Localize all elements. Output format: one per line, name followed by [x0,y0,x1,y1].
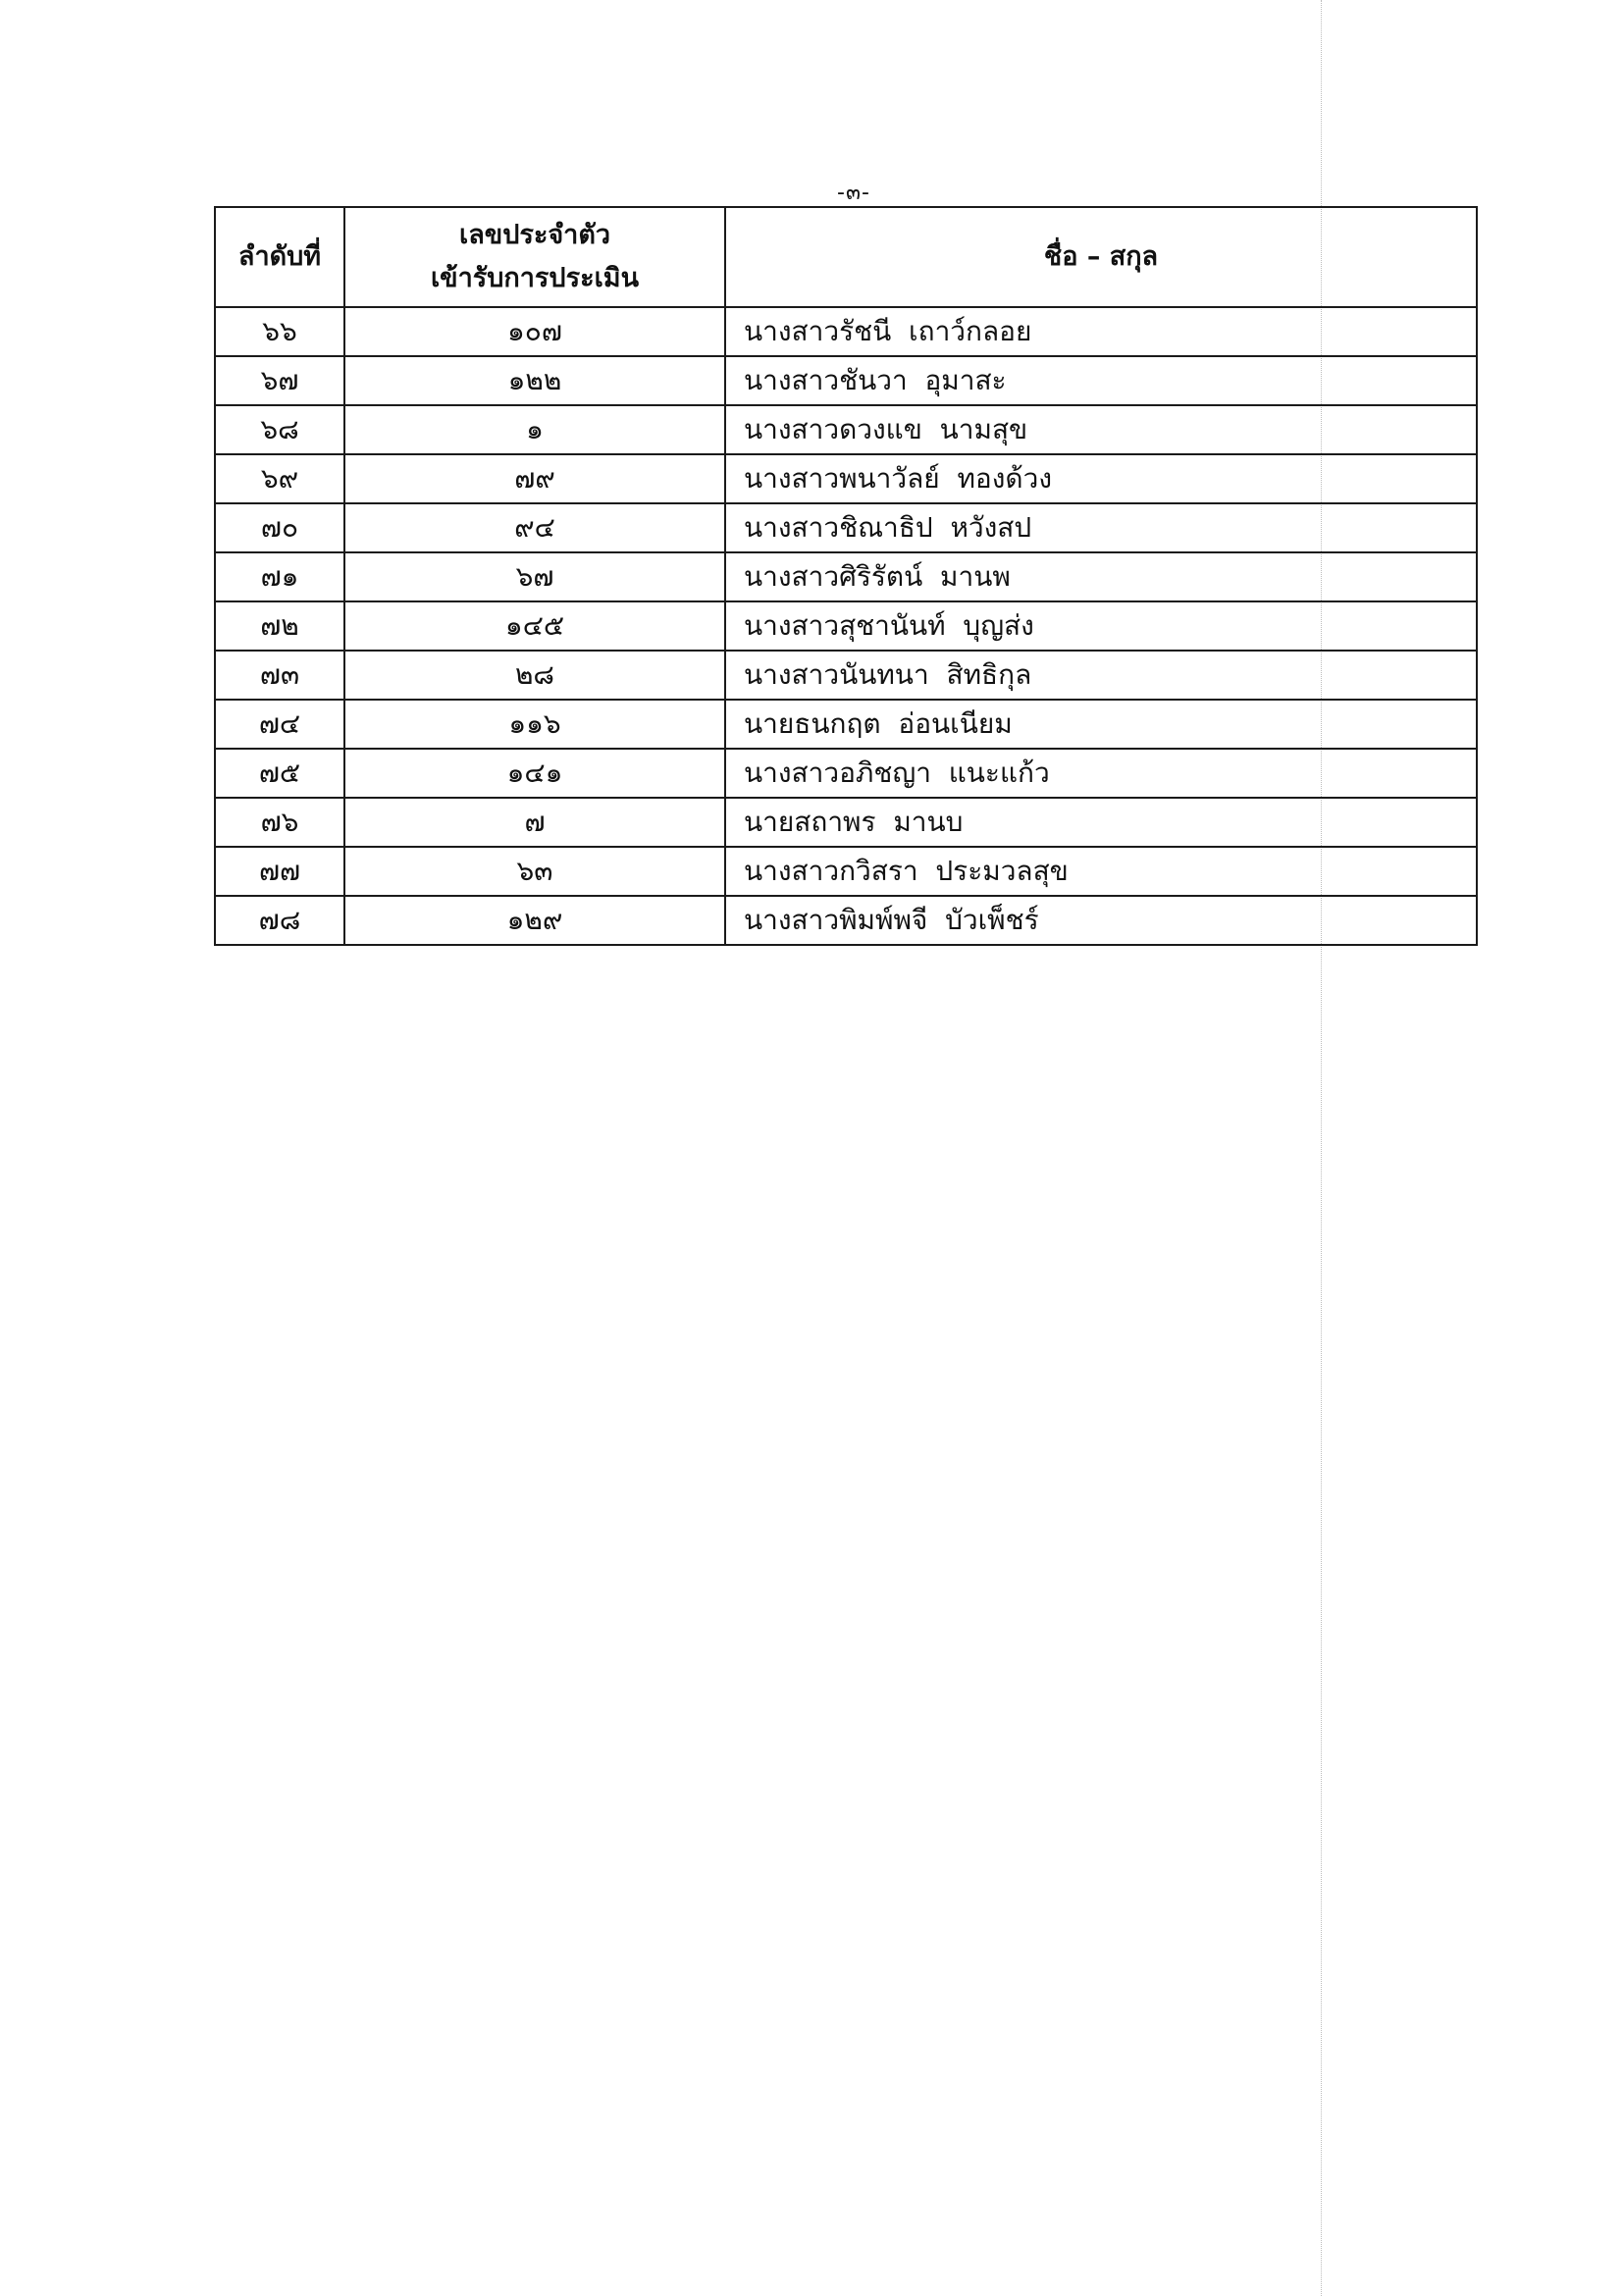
candidate-id-cell: ๙๔ [344,503,725,552]
table-row [215,798,1477,847]
candidate-id-cell: ๒๘ [344,651,725,700]
table-row [215,307,1477,356]
full-name-cell: นางสาวศิริรัตน์ มานพ [725,552,1477,601]
candidate-id-cell: ๑๔๕ [344,601,725,651]
table-body [215,307,1477,945]
header-row [215,207,1477,307]
header-full-name [725,207,1477,307]
sequence-cell: ๗๔ [215,700,344,749]
table-row [215,601,1477,651]
candidate-id-cell: ๗ [344,798,725,847]
header-full-name-label: ชื่อ – สกุล [1043,241,1159,272]
table-row [215,749,1477,798]
full-name-cell: นางสาวพนาวัลย์ ทองด้วง [725,454,1477,503]
page-number: -๓- [837,181,870,205]
table-row [215,454,1477,503]
sequence-cell: ๗๗ [215,847,344,896]
candidate-id-cell: ๑๒๙ [344,896,725,945]
table-row [215,552,1477,601]
candidate-id-cell: ๑๒๒ [344,356,725,405]
sequence-cell: ๗๖ [215,798,344,847]
full-name-cell: นายสถาพร มานบ [725,798,1477,847]
candidate-id-cell: ๗๙ [344,454,725,503]
table-row [215,651,1477,700]
candidate-id-cell: ๑ [344,405,725,454]
sequence-cell: ๗๑ [215,552,344,601]
candidate-id-cell: ๑๑๖ [344,700,725,749]
candidate-id-cell: ๑๔๑ [344,749,725,798]
header-candidate-id-line2: เข้ารับการประเมิน [430,263,640,293]
full-name-cell: นางสาวรัชนี เถาว์กลอย [725,307,1477,356]
full-name-cell: นางสาวดวงแข นามสุข [725,405,1477,454]
sequence-cell: ๖๖ [215,307,344,356]
sequence-cell: ๗๘ [215,896,344,945]
sequence-cell: ๖๗ [215,356,344,405]
candidate-id-cell: ๖๓ [344,847,725,896]
sequence-cell: ๗๓ [215,651,344,700]
candidate-id-cell: ๑๐๗ [344,307,725,356]
table-header [215,207,1477,307]
table-row [215,896,1477,945]
full-name-cell: นางสาวชิณาธิป หวังสป [725,503,1477,552]
sequence-cell: ๖๙ [215,454,344,503]
sequence-cell: ๖๘ [215,405,344,454]
full-name-cell: นางสาวอภิชญา แนะแก้ว [725,749,1477,798]
header-candidate-id-line1: เลขประจำตัว [458,220,611,250]
header-sequence [215,207,344,307]
full-name-cell: นางสาวพิมพ์พจี บัวเพ็ชร์ [725,896,1477,945]
full-name-cell: นางสาวสุชานันท์ บุญส่ง [725,601,1477,651]
candidate-roster-table [214,206,1478,946]
full-name-cell: นางสาวชันวา อุมาสะ [725,356,1477,405]
full-name-cell: นางสาวนันทนา สิทธิกุล [725,651,1477,700]
header-sequence-label: ลำดับที่ [237,241,322,272]
sequence-cell: ๗๕ [215,749,344,798]
table-row [215,405,1477,454]
full-name-cell: นายธนกฤต อ่อนเนียม [725,700,1477,749]
candidate-id-cell: ๖๗ [344,552,725,601]
sequence-cell: ๗๐ [215,503,344,552]
table-row [215,847,1477,896]
table-row [215,356,1477,405]
header-candidate-id [344,207,725,307]
full-name-cell: นางสาวกวิสรา ประมวลสุข [725,847,1477,896]
table-row [215,700,1477,749]
table-row [215,503,1477,552]
sequence-cell: ๗๒ [215,601,344,651]
